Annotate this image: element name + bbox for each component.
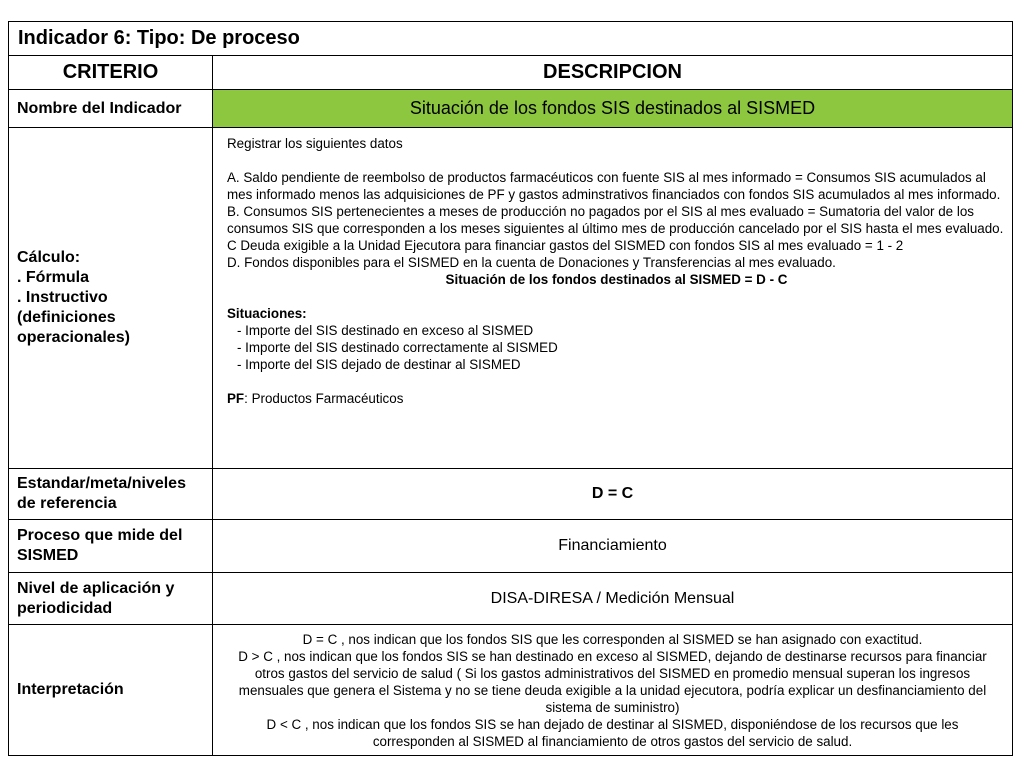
header-row [9, 56, 1013, 90]
pf-abbr: PF [227, 391, 245, 406]
proceso-row [9, 520, 1013, 573]
nivel-row [9, 573, 1013, 625]
nivel-label: Nivel de aplicación y periodicidad [9, 573, 213, 625]
estandar-row [9, 469, 1013, 520]
indicator-title: Indicador 6: Tipo: De proceso [9, 22, 1013, 56]
estandar-value: D = C [213, 469, 1013, 520]
interpretacion-description [213, 625, 1013, 756]
nombre-value: Situación de los fondos SIS destinados al SISMED [213, 90, 1013, 128]
proceso-label: Proceso que mide del SISMED [9, 520, 213, 573]
calculo-label-line: . Instructivo [17, 289, 108, 306]
calculo-item-a: A. Saldo pendiente de reembolso de productos farmacéuticos con fuente SIS al mes informado = Consumos SIS acumulados al mes informado menos las adquisiciones de PF y gastos adminstrativos financiados con fondos SIS acumulados al mes informado. [227, 170, 1001, 202]
situaciones-list [227, 322, 1006, 373]
estandar-label: Estandar/meta/niveles de referencia [9, 469, 213, 520]
proceso-value: Financiamiento [213, 520, 1013, 573]
list-item: - Importe del SIS dejado de destinar al SISMED [237, 357, 521, 372]
list-item: - Importe del SIS destinado correctamente al SISMED [237, 340, 558, 355]
pf-definition [227, 390, 1006, 407]
calculo-item-b: B. Consumos SIS pertenecientes a meses de producción no pagados por el SIS al mes evaluado = Sumatoria del valor de los consumos SIS que corresponden a los meses siguientes al último mes de producción cancelado por el SIS hasta el mes evaluado. [227, 204, 1004, 236]
calculo-formula: Situación de los fondos destinados al SISMED = D - C [445, 272, 788, 287]
calculo-item-c: C Deuda exigible a la Unidad Ejecutora para financiar gastos del SISMED con fondos SIS al mes evaluado = 1 - 2 [227, 238, 904, 253]
calculo-label-line: operacionales) [17, 329, 130, 346]
calculo-description [213, 128, 1013, 469]
interpretacion-label: Interpretación [9, 625, 213, 756]
calculo-item-d: D. Fondos disponibles para el SISMED en la cuenta de Donaciones y Transferencias al mes evaluado. [227, 255, 836, 270]
descripcion-header: DESCRIPCION [213, 56, 1013, 90]
nombre-label: Nombre del Indicador [9, 90, 213, 128]
nombre-row [9, 90, 1013, 128]
calculo-label-line: (definiciones [17, 309, 116, 326]
interpretacion-p1: D = C , nos indican que los fondos SIS que les corresponden al SISMED se han asignado con exactitud. [302, 631, 923, 647]
interpretacion-p2: D > C , nos indican que los fondos SIS se han destinado en exceso al SISMED, dejando de destinarse recursos para financiar otros gastos del servicio de salud ( Si los gastos administrativos del SISMED en promedio mensual superan los ingresos mensuales que genera el Sistema y no se tiene deuda exigible a la unidad ejecutora, podría explicar un desfinanciamiento del sistema de suministro) [238, 648, 987, 715]
calculo-label-line: . Fórmula [17, 269, 90, 286]
indicator-table [8, 21, 1013, 756]
calculo-row [9, 128, 1013, 469]
calculo-label-title: Cálculo: [17, 249, 81, 266]
calculo-intro: Registrar los siguientes datos [227, 136, 403, 151]
criterio-header: CRITERIO [9, 56, 213, 90]
interpretacion-row [9, 625, 1013, 756]
nivel-value: DISA-DIRESA / Medición Mensual [213, 573, 1013, 625]
calculo-label [9, 128, 213, 469]
list-item: - Importe del SIS destinado en exceso al SISMED [237, 323, 534, 338]
title-row [9, 22, 1013, 56]
pf-def: : Productos Farmacéuticos [244, 391, 404, 406]
situaciones-label: Situaciones: [227, 306, 307, 321]
interpretacion-p3: D < C , nos indican que los fondos SIS se han dejado de destinar al SISMED, disponiéndose de los recursos que les corresponden al SISMED al financiamiento de otros gastos del servicio de salud. [266, 716, 959, 749]
